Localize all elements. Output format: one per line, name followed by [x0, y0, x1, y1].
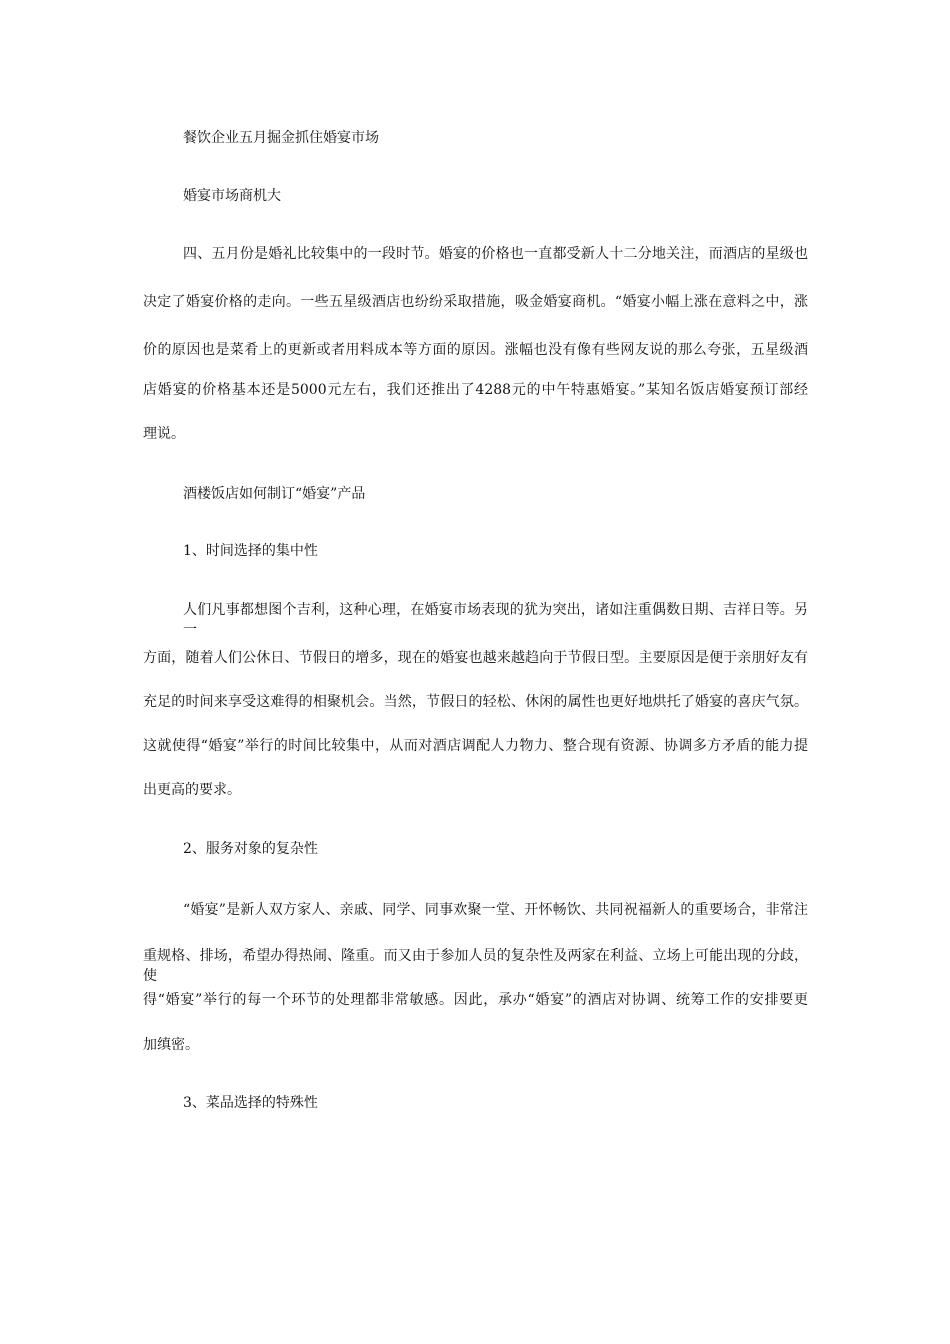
paragraph-line: 充足的时间来享受这难得的相聚机会。当然，节假日的轻松、休闲的属性也更好地烘托了婚宴的喜庆气氛。 [143, 694, 808, 710]
paragraph-line: 重规格、排场，希望办得热闹、隆重。而又由于参加人员的复杂性及两家在利益、立场上可能出现的分歧，使 [143, 948, 808, 984]
paragraph-line: 人们凡事都想图个吉利，这种心理，在婚宴市场表现的犹为突出，诸如注重偶数日期、吉祥日等。另一 [183, 602, 808, 638]
paragraph-line: 加缜密。 [143, 1037, 199, 1053]
section-heading-wedding-market: 婚宴市场商机大 [183, 188, 281, 204]
paragraph-line: 得“婚宴”举行的每一个环节的处理都非常敏感。因此，承办“婚宴”的酒店对协调、统筹工作的安排要更 [143, 992, 808, 1008]
paragraph-line: 出更高的要求。 [143, 782, 241, 798]
paragraph-line: 方面，随着人们公休日、节假日的增多，现在的婚宴也越来越趋向于节假日型。主要原因是便于亲朋好友有 [143, 650, 808, 666]
document-title: 餐饮企业五月掘金抓住婚宴市场 [183, 130, 379, 146]
paragraph-line: 理说。 [143, 426, 185, 442]
item-heading-dishes: 3、菜品选择的特殊性 [183, 1095, 318, 1111]
item-heading-time: 1、时间选择的集中性 [183, 543, 318, 559]
paragraph-line: 店婚宴的价格基本还是5000元左右，我们还推出了4288元的中午特惠婚宴。”某知名饭店婚宴预订部经 [143, 382, 808, 398]
paragraph-line: 四、五月份是婚礼比较集中的一段时节。婚宴的价格也一直都受新人十二分地关注，而酒店的星级也 [183, 246, 808, 262]
paragraph-line: 决定了婚宴价格的走向。一些五星级酒店也纷纷采取措施，吸金婚宴商机。“婚宴小幅上涨在意料之中，涨 [143, 294, 808, 310]
paragraph-line: 价的原因也是菜肴上的更新或者用料成本等方面的原因。涨幅也没有像有些网友说的那么夸张，五星级酒 [143, 342, 808, 358]
paragraph-line: “婚宴”是新人双方家人、亲戚、同学、同事欢聚一堂、开怀畅饮、共同祝福新人的重要场合，非常注 [183, 902, 808, 918]
item-heading-audience: 2、服务对象的复杂性 [183, 841, 318, 857]
paragraph-line: 这就使得“婚宴”举行的时间比较集中，从而对酒店调配人力物力、整合现有资源、协调多方矛盾的能力提 [143, 738, 808, 754]
section-heading-product: 酒楼饭店如何制订“婚宴”产品 [183, 486, 366, 502]
